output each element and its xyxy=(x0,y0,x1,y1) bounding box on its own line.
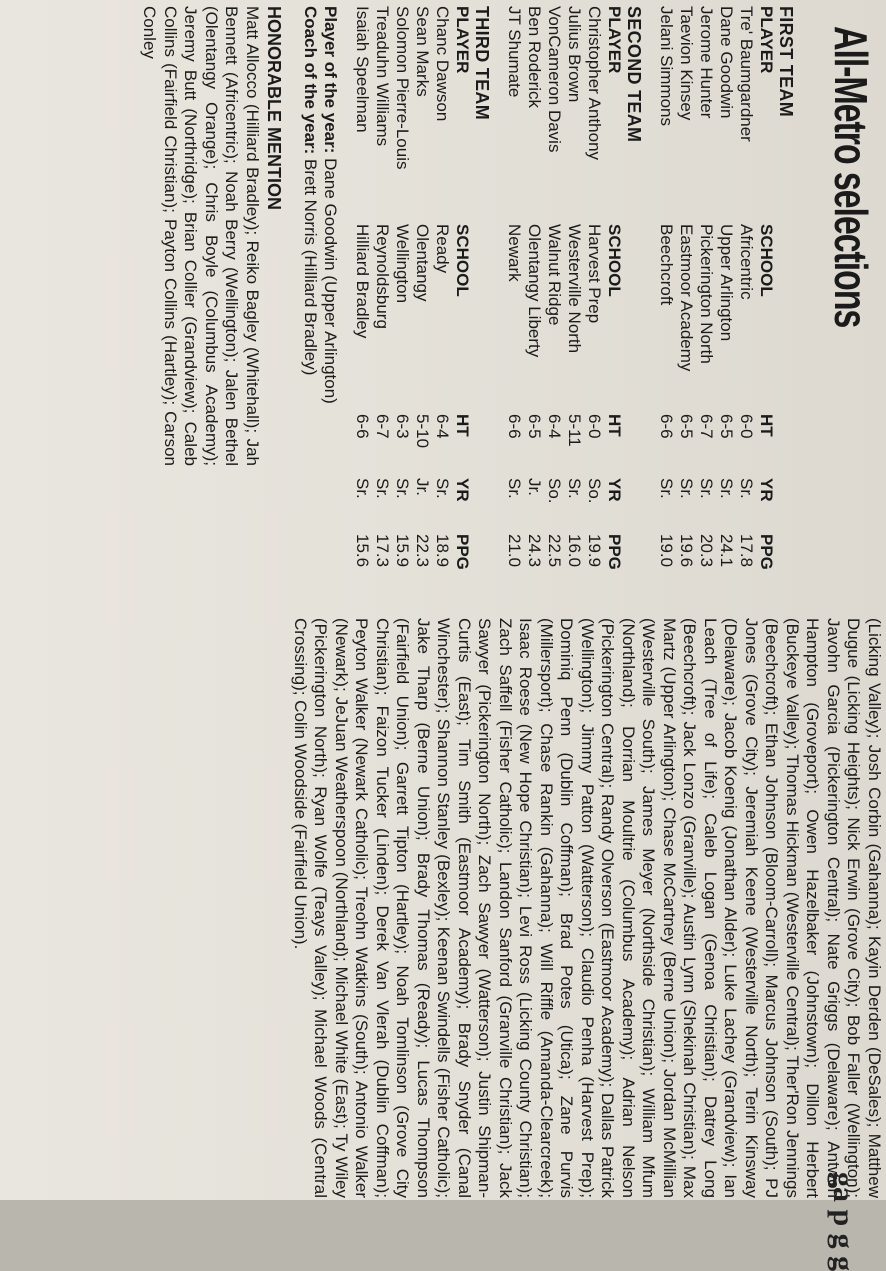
first-team-section xyxy=(656,6,796,606)
third-team-section xyxy=(352,6,492,606)
player-height: 6-3 xyxy=(393,414,412,439)
player-ppg: 20.3 xyxy=(697,534,716,568)
player-year: Sr. xyxy=(353,478,372,499)
player-name: Tre' Baumgardner xyxy=(737,6,756,142)
col-school: SCHOOL xyxy=(757,224,776,297)
col-ppg: PPG xyxy=(453,534,472,570)
coach-of-year-line xyxy=(300,6,320,606)
coach-of-year-label: Coach of the year: xyxy=(301,6,320,155)
player-year: Sr. xyxy=(433,478,452,499)
col-ht: HT xyxy=(453,414,472,437)
player-ppg: 22.3 xyxy=(413,534,432,568)
table-row xyxy=(504,6,524,606)
player-ppg: 19.0 xyxy=(657,534,676,568)
player-school: Pickerington North xyxy=(697,224,716,364)
player-school: Olentangy Liberty xyxy=(525,224,544,358)
col-yr: YR xyxy=(757,478,776,502)
page-title: All-Metro selections xyxy=(825,26,877,328)
player-height: 6-5 xyxy=(717,414,736,439)
player-school: Hilliard Bradley xyxy=(353,224,372,339)
player-height: 6-5 xyxy=(525,414,544,439)
player-school: Walnut Ridge xyxy=(545,224,564,326)
player-name: VonCameron Davis xyxy=(545,6,564,153)
player-school: Ready xyxy=(433,224,452,274)
second-team-table xyxy=(504,6,624,606)
player-name: Taevion Kinsey xyxy=(677,6,696,121)
player-year: Jr. xyxy=(413,478,432,496)
player-height: 6-4 xyxy=(545,414,564,439)
player-height: 6-4 xyxy=(433,414,452,439)
player-name: Jerome Hunter xyxy=(697,6,716,119)
col-ppg: PPG xyxy=(757,534,776,570)
first-team-table xyxy=(656,6,776,606)
awards-block xyxy=(300,6,340,606)
player-of-year-label: Player of the year: xyxy=(321,6,340,154)
player-year: Sr. xyxy=(737,478,756,499)
col-yr: YR xyxy=(605,478,624,502)
adjacent-column-fragment: ga p g g xyxy=(827,1172,860,1271)
player-name: Ben Roderick xyxy=(525,6,544,109)
honorable-mention-title: HONORABLE MENTION xyxy=(264,6,284,210)
table-row xyxy=(352,6,372,606)
player-year: Sr. xyxy=(565,478,584,499)
player-school: Newark xyxy=(505,224,524,282)
player-year: Sr. xyxy=(373,478,392,499)
player-school: Westerville North xyxy=(565,224,584,354)
col-school: SCHOOL xyxy=(605,224,624,297)
player-ppg: 18.9 xyxy=(433,534,452,568)
table-row xyxy=(676,6,696,606)
second-team-section xyxy=(504,6,644,606)
player-ppg: 17.3 xyxy=(373,534,392,568)
player-school: Reynoldsburg xyxy=(373,224,392,329)
player-year: Sr. xyxy=(717,478,736,499)
table-row xyxy=(564,6,584,606)
col-player: PLAYER xyxy=(605,6,624,74)
player-height: 5-10 xyxy=(413,414,432,449)
player-year: Sr. xyxy=(677,478,696,499)
player-ppg: 17.8 xyxy=(737,534,756,568)
col-player: PLAYER xyxy=(453,6,472,74)
player-ppg: 15.9 xyxy=(393,534,412,568)
table-row xyxy=(412,6,432,606)
player-name: Dane Goodwin xyxy=(717,6,736,119)
player-name: Chanc Dawson xyxy=(433,6,452,122)
player-school: Wellington xyxy=(393,224,412,304)
table-row xyxy=(544,6,564,606)
third-team-table xyxy=(352,6,472,606)
player-name: Treaduhn Williams xyxy=(373,6,392,147)
player-ppg: 24.3 xyxy=(525,534,544,568)
player-year: Sr. xyxy=(505,478,524,499)
col-player: PLAYER xyxy=(757,6,776,74)
player-year: Sr. xyxy=(657,478,676,499)
rosters-column xyxy=(139,6,796,606)
table-row xyxy=(736,6,756,606)
player-height: 6-7 xyxy=(373,414,392,439)
player-ppg: 16.0 xyxy=(565,534,584,568)
player-ppg: 22.5 xyxy=(545,534,564,568)
third-team-title: THIRD TEAM xyxy=(472,6,492,120)
player-of-year-line xyxy=(320,6,340,606)
player-ppg: 21.0 xyxy=(505,534,524,568)
honorable-mention-text-left: Matt Allocco (Hilliard Bradley); Reiko Bagley (Whitehall); Jah Bennett (Africentric); Noah Berry (Wellington); Jalen Bethel (Olentangy Orange); Chris Boyle (Columbus Academy); Jeremy Butt (Northridge); Brian Collier (Grandview); Caleb Collins (Fairfield Christian); Payton Collins (Hartley); Carson Conley xyxy=(140,6,262,466)
table-header-row xyxy=(756,6,776,606)
player-ppg: 24.1 xyxy=(717,534,736,568)
second-team-title: SECOND TEAM xyxy=(624,6,644,143)
col-ht: HT xyxy=(757,414,776,437)
player-school: Beechcroft xyxy=(657,224,676,306)
col-ppg: PPG xyxy=(605,534,624,570)
player-name: Jelani Simmons xyxy=(657,6,676,126)
col-ht: HT xyxy=(605,414,624,437)
table-header-row xyxy=(452,6,472,606)
player-name: Sean Marks xyxy=(413,6,432,97)
player-year: So. xyxy=(585,478,604,504)
player-name: Solomon Pierre-Louis xyxy=(393,6,412,170)
player-height: 6-7 xyxy=(697,414,716,439)
player-school: Olentangy xyxy=(413,224,432,302)
player-of-year-value: Dane Goodwin (Upper Arlington) xyxy=(321,158,340,404)
player-name: Julius Brown xyxy=(565,6,584,103)
first-team-title: FIRST TEAM xyxy=(776,6,796,117)
player-school: Harvest Prep xyxy=(585,224,604,324)
player-ppg: 15.6 xyxy=(353,534,372,568)
table-header-row xyxy=(604,6,624,606)
table-row xyxy=(696,6,716,606)
player-ppg: 19.6 xyxy=(677,534,696,568)
player-year: Jr. xyxy=(525,478,544,496)
table-row xyxy=(716,6,736,606)
col-yr: YR xyxy=(453,478,472,502)
player-school: Eastmoor Academy xyxy=(677,224,696,372)
coach-of-year-value: Brett Norris (Hilliard Bradley) xyxy=(301,159,320,376)
player-height: 5-11 xyxy=(565,414,584,447)
table-row xyxy=(584,6,604,606)
player-height: 6-0 xyxy=(585,414,604,439)
player-year: Sr. xyxy=(697,478,716,499)
table-row xyxy=(432,6,452,606)
table-row xyxy=(656,6,676,606)
player-height: 6-0 xyxy=(737,414,756,439)
player-height: 6-6 xyxy=(657,414,676,439)
player-name: Christopher Anthony xyxy=(585,6,604,161)
player-name: Isaiah Speelman xyxy=(353,6,372,133)
player-year: Sr. xyxy=(393,478,412,499)
player-height: 6-5 xyxy=(677,414,696,439)
col-school: SCHOOL xyxy=(453,224,472,297)
player-year: So. xyxy=(545,478,564,504)
table-row xyxy=(524,6,544,606)
player-name: JT Shumate xyxy=(505,6,524,98)
player-height: 6-6 xyxy=(505,414,524,439)
honorable-mention-text-right: (Licking Valley); Josh Corbin (Gahanna); Kayin Derden (DeSales); Matthew Dugue (Licking Heights); Nick Erwin (Grove City); Bob Faller (Wellington); Javohn Garcia (Pickerington Central); Nate Griggs (Delaware); Antwon Hampton (Groveport); Owen Hazelbaker (Johnstown); Dillon Herbert (Buckeye Valley); Thomas Hickman (Westerville Central); Ther'Ron Jennings (Beechcroft); Ethan Johnson (Bloom-Carroll); Marcus Johnson (South); PJ Jones (Grove City); Jeremiah Keene (Westerville North); Terin Kinsway (Delaware); Jacob Koenig (Jonathan Alder); Luke Lachey (Grandview); Ian Leach (Tree of Life); Caleb Logan (Genoa Christian); Datrey Long (Beechcroft); Jack Lonzo (Granville); Austin Lynn (Shekinah Christian); Max Martz (Upper Arlington); Chase McCartney (Berne Union); Jordan McMillian (Westerville South); James Meyer (Northside Christian); William Mfum (Northland); Dorrian Moultrie (Columbus Academy); Adrian Nelson (Pickerington Central); Randy Olverson (Eastmoor Academy); Dallas Patrick (Wellington); Jimmy Patton (Watterson); Claudio Penha (Harvest Prep); Dominiq Penn (Dublin Coffman); Brad Potes (Utica); Zane Purvis (Millersport); Chase Rankin (Gahanna); Will Riffle (Amanda-Clearcreek); Isaac Roese (New Hope Christian); Levi Ross (Licking County Christian); Zach Saffell (Fisher Catholic); Landon Sanford (Granville Christian); Jack Sawyer (Pickerington North); Zach Sawyer (Watterson); Justin Shipman-Curtis (East); Tim Smith (Eastmoor Academy); Brady Snyder (Canal Winchester); Shannon Stanley (Bexley); Keenan Swindells (Fisher Catholic); Jake Tharp (Berne Union); Brady Thomas (Ready); Lucas Thompson (Fairfield Union); Garrett Tipton (Hartley); Noah Tomlinson (Grove City Christian); Faizon Tucker (Linden); Derek Van Vlerah (Dublin Coffman); Peyton Walker (Newark Catholic); Treohn Watkins (South); Antonio Walker (Newark); JeJuan Weatherspoon (Northland); Michael White (East); Ty Wiley (Pickerington North); Ryan Wolfe (Teays Valley); Michael Woods (Central Crossing); Colin Woodside (Fairfield Union). xyxy=(291,618,884,1198)
player-school: Upper Arlington xyxy=(717,224,736,342)
table-row xyxy=(372,6,392,606)
player-height: 6-6 xyxy=(353,414,372,439)
table-row xyxy=(392,6,412,606)
player-school: Africentric xyxy=(737,224,756,300)
player-ppg: 19.9 xyxy=(585,534,604,568)
